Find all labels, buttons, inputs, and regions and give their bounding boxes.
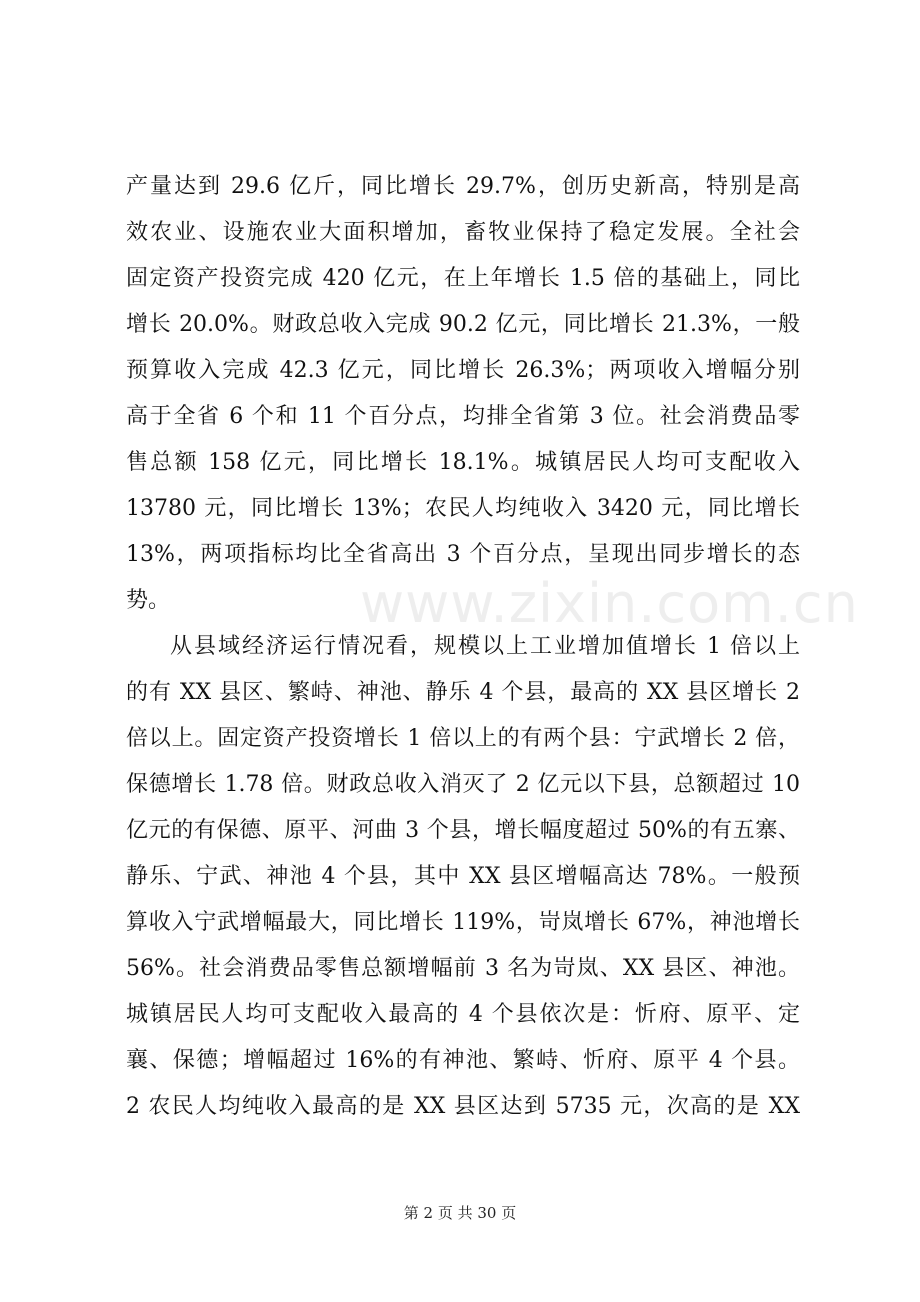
page-footer: 第 2 页 共 30 页 xyxy=(403,1204,517,1222)
text-line: 保德增长 1.78 倍。财政总收入消灭了 2 亿元以下县，总额超过 10 xyxy=(126,772,800,797)
text-line: 亿元的有保德、原平、河曲 3 个县，增长幅度超过 50%的有五寨、 xyxy=(126,818,800,843)
text-line: 13%，两项指标均比全省高出 3 个百分点，呈现出同步增长的态 xyxy=(126,542,800,567)
text-line: 效农业、设施农业大面积增加，畜牧业保持了稳定发展。全社会 xyxy=(126,220,800,245)
text-line: 算收入宁武增幅最大，同比增长 119%，岢岚增长 67%，神池增长 xyxy=(126,910,800,935)
text-line: 固定资产投资完成 420 亿元，在上年增长 1.5 倍的基础上，同比 xyxy=(126,266,800,291)
text-line: 产量达到 29.6 亿斤，同比增长 29.7%，创历史新高，特别是高 xyxy=(126,174,800,199)
text-line: 预算收入完成 42.3 亿元，同比增长 26.3%；两项收入增幅分别 xyxy=(126,358,800,383)
text-line: 城镇居民人均可支配收入最高的 4 个县依次是：忻府、原平、定 xyxy=(126,1002,800,1027)
text-line: 增长 20.0%。财政总收入完成 90.2 亿元，同比增长 21.3%，一般 xyxy=(126,312,800,337)
paragraph xyxy=(126,164,800,624)
text-line: 襄、保德；增幅超过 16%的有神池、繁峙、忻府、原平 4 个县。 xyxy=(126,1048,800,1073)
text-line: 13780 元，同比增长 13%；农民人均纯收入 3420 元，同比增长 xyxy=(126,496,800,521)
text-line: 2 农民人均纯收入最高的是 XX 县区达到 5735 元，次高的是 XX xyxy=(126,1094,800,1119)
text-line: 售总额 158 亿元，同比增长 18.1%。城镇居民人均可支配收入 xyxy=(126,450,800,475)
body-text xyxy=(126,164,800,1130)
text-line: 势。 xyxy=(126,588,171,613)
text-line: 从县域经济运行情况看，规模以上工业增加值增长 1 倍以上 xyxy=(170,634,800,659)
text-line: 倍以上。固定资产投资增长 1 倍以上的有两个县：宁武增长 2 倍， xyxy=(126,726,800,751)
text-line: 的有 XX 县区、繁峙、神池、静乐 4 个县，最高的 XX 县区增长 2 xyxy=(126,680,800,705)
watermark: www.zixin.com.cn xyxy=(360,572,859,635)
text-line: 56%。社会消费品零售总额增幅前 3 名为岢岚、XX 县区、神池。 xyxy=(126,956,800,981)
text-line: 高于全省 6 个和 11 个百分点，均排全省第 3 位。社会消费品零 xyxy=(126,404,800,429)
paragraph xyxy=(126,624,800,1130)
text-line: 静乐、宁武、神池 4 个县，其中 XX 县区增幅高达 78%。一般预 xyxy=(126,864,800,889)
